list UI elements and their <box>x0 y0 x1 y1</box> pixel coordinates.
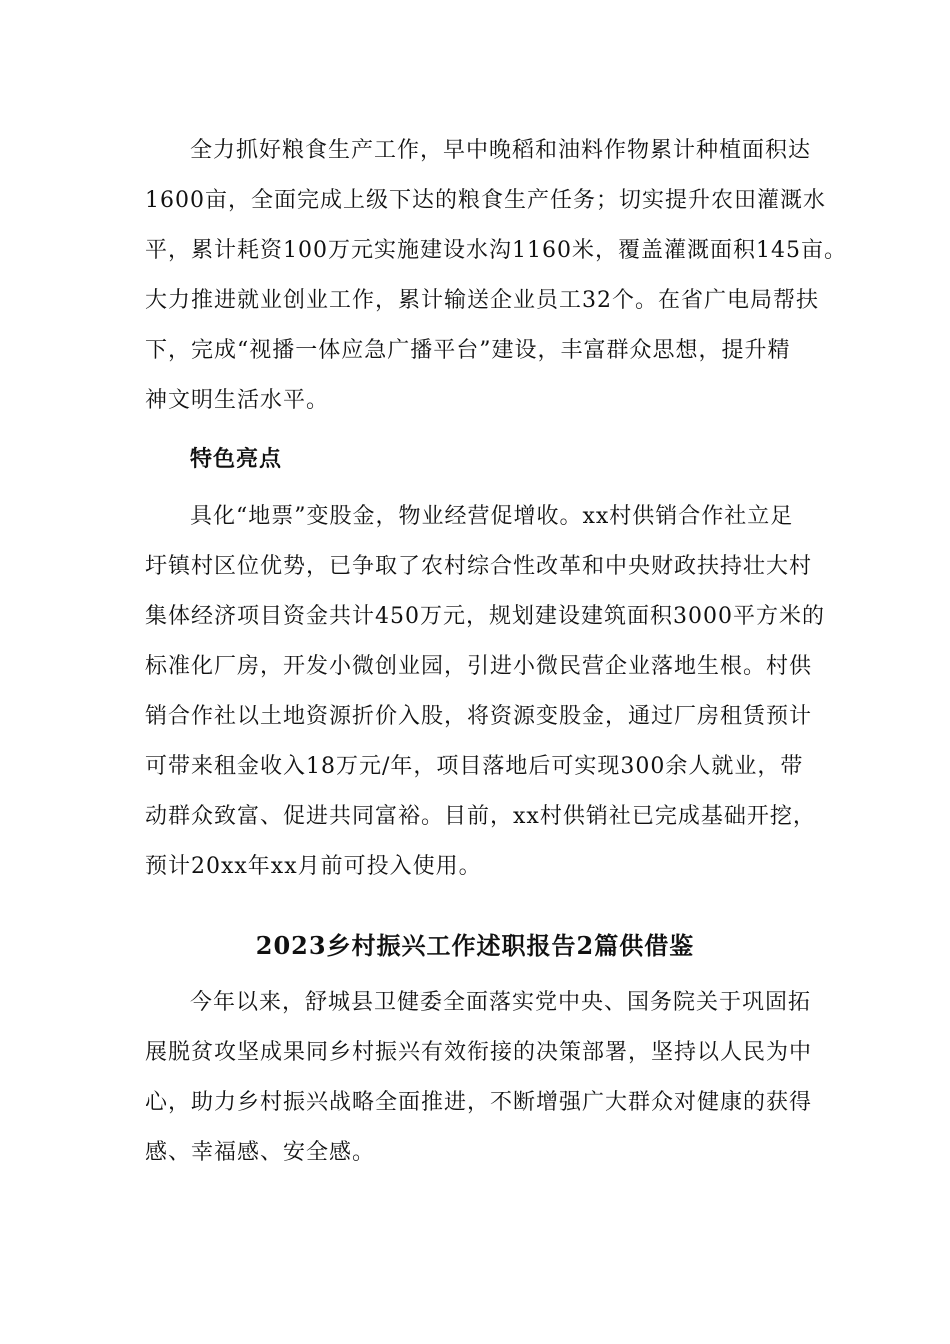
paragraph-line: 可带来租金收入18万元/年，项目落地后可实现300余人就业，带 <box>145 754 804 779</box>
paragraph-line: 动群众致富、促进共同富裕。目前，xx村供销社已完成基础开挖， <box>145 804 816 829</box>
paragraph-line: 全力抓好粮食生产工作，早中晚稻和油料作物累计种植面积达 <box>190 138 812 163</box>
paragraph-line: 心，助力乡村振兴战略全面推进，不断增强广大群众对健康的获得 <box>145 1090 813 1115</box>
paragraph-line: 标准化厂房，开发小微创业园，引进小微民营企业落地生根。村供 <box>145 654 813 679</box>
paragraph-line: 销合作社以土地资源折价入股，将资源变股金，通过厂房租赁预计 <box>145 704 813 729</box>
paragraph-line: 展脱贫攻坚成果同乡村振兴有效衔接的决策部署，坚持以人民为中 <box>145 1040 813 1065</box>
paragraph-line: 感、幸福感、安全感。 <box>145 1140 376 1165</box>
paragraph-line: 大力推进就业创业工作，累计输送企业员工32个。在省广电局帮扶 <box>145 288 819 313</box>
paragraph-line: 平，累计耗资100万元实施建设水沟1160米，覆盖灌溉面积145亩。 <box>145 238 847 263</box>
paragraph-line: 预计20xx年xx月前可投入使用。 <box>145 854 482 879</box>
paragraph-line: 圩镇村区位优势，已争取了农村综合性改革和中央财政扶持壮大村 <box>145 554 813 579</box>
paragraph-line: 集体经济项目资金共计450万元，规划建设建筑面积3000平方米的 <box>145 604 825 629</box>
report-title: 2023乡村振兴工作述职报告2篇供借鉴 <box>255 931 695 960</box>
paragraph-line: 具化“地票”变股金，物业经营促增收。xx村供销合作社立足 <box>190 504 794 529</box>
paragraph-line: 下，完成“视播一体应急广播平台”建设，丰富群众思想，提升精 <box>145 338 791 363</box>
paragraph-line: 今年以来，舒城县卫健委全面落实党中央、国务院关于巩固拓 <box>190 990 812 1015</box>
paragraph-line: 神文明生活水平。 <box>145 388 330 413</box>
section-heading: 特色亮点 <box>190 446 283 472</box>
paragraph-line: 1600亩，全面完成上级下达的粮食生产任务；切实提升农田灌溉水 <box>145 188 826 213</box>
